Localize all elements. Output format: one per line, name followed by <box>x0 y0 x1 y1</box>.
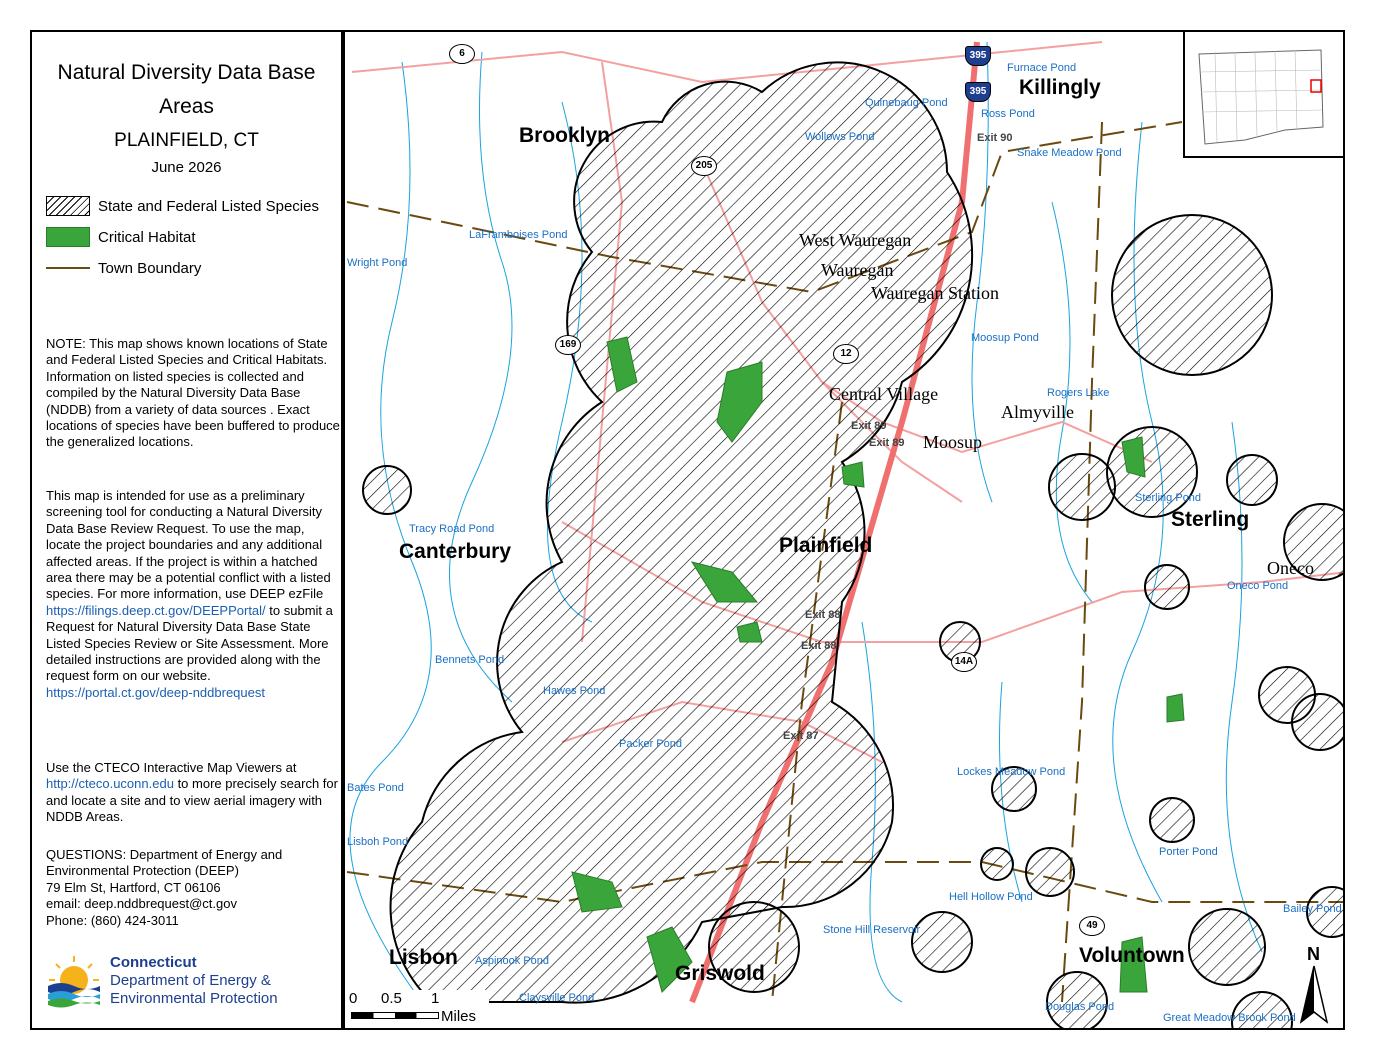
pond-label: Claysville Pond <box>519 992 595 1004</box>
town-label-voluntown: Voluntown <box>1079 944 1185 967</box>
town-label-canterbury: Canterbury <box>399 540 512 563</box>
pond-label: Quinebaug Pond <box>865 97 948 109</box>
pond-label: Lockes Meadow Pond <box>957 766 1066 778</box>
cteco-text-rest: to more precisely search for and locate a site and to view aerial imagery with NDDB Areas. <box>46 776 338 825</box>
legend-label: Critical Habitat <box>98 228 196 246</box>
route-shield: 49 <box>1079 916 1105 936</box>
cteco-note <box>46 760 341 826</box>
route-shield: 205 <box>691 156 717 176</box>
pond-label: Aspinook Pond <box>475 955 549 967</box>
town-label: PLAINFIELD, CT <box>114 130 259 151</box>
pond-label: Wollows Pond <box>805 131 875 143</box>
legend-panel <box>30 30 343 1030</box>
cteco-text: Use the CTECO Interactive Map Viewers at <box>46 760 297 775</box>
connecticut-outline-icon <box>1185 32 1341 154</box>
cteco-link[interactable]: http://cteco.uconn.edu <box>46 776 174 792</box>
north-label: N <box>1307 944 1320 964</box>
map-frame[interactable] <box>343 30 1345 1030</box>
usage-note <box>46 488 341 701</box>
town-label-plainfield: Plainfield <box>779 534 873 557</box>
route-shield: 6 <box>449 44 475 64</box>
logo-line3: Environmental Protection <box>110 990 278 1007</box>
town-boundary-swatch <box>46 267 90 269</box>
village-wauregan-station: Wauregan Station <box>871 283 1000 303</box>
exit-label: Exit 89 <box>869 437 905 449</box>
town-label-killingly: Killingly <box>1019 76 1101 99</box>
town-label-sterling: Sterling <box>1171 508 1250 531</box>
usage-text-rest: to submit a Request for Natural Diversity Data Base State Listed Species Review or Site Assessment. More detailed instructions are provided along with the request form on our website. <box>46 602 333 684</box>
pond-label: Great Meadow Brook Pond <box>1163 1012 1296 1024</box>
town-label-griswold: Griswold <box>675 962 765 985</box>
pond-label: Lisboh Pond <box>347 836 409 848</box>
map-date: June 2026 <box>151 159 222 176</box>
pond-label: Bailey Pond <box>1283 903 1342 915</box>
village-almyville: Almyville <box>1001 402 1074 422</box>
questions-text: QUESTIONS: Department of Energy and Environmental Protection (DEEP) <box>46 847 283 879</box>
nddb-request-link[interactable]: https://portal.ct.gov/deep-nddbrequest <box>46 684 265 700</box>
map-title-line2: Areas <box>159 95 214 118</box>
email-text: email: deep.nddbrequest@ct.gov <box>46 896 237 912</box>
pond-label: Stone Hill Reservoir <box>823 924 921 936</box>
sun-wave-icon <box>44 952 104 1010</box>
pond-label: Hawes Pond <box>543 685 606 697</box>
phone-text: Phone: (860) 424-3011 <box>46 912 179 928</box>
deep-logo <box>44 952 278 1010</box>
usage-text: This map is intended for use as a preliminary screening tool for conducting a Natural Diversity Data Base Review Request. To use the map, locate the project boundaries and any additional affected areas. If the project is within a hatched area there may be a potential conflict with a listed species. For more information, use DEEP ezFile <box>46 488 331 602</box>
pond-label: Wright Pond <box>347 257 408 269</box>
village-moosup: Moosup <box>923 432 983 452</box>
pond-label: Packer Pond <box>619 738 682 750</box>
note-text: NOTE: This map shows known locations of State and Federal Listed Species and Critical Habitats. Information on listed species is collected and compiled by the Natural Diversity Data Base (NDDB) from a variety of data sources . Exact locations of species have been buffered to produce the generalized locations. <box>46 336 340 450</box>
route-shield: 169 <box>555 335 581 355</box>
logo-text <box>110 954 278 1008</box>
scale-label-half: 0.5 <box>381 990 402 1007</box>
pond-label: Furnace Pond <box>1007 62 1077 74</box>
pond-label: Moosup Pond <box>971 332 1039 344</box>
exit-label: Exit 88 <box>801 640 837 652</box>
hatch-swatch <box>46 196 90 216</box>
legend-label: Town Boundary <box>98 259 202 277</box>
pond-label: Bennets Pond <box>435 654 505 666</box>
inset-locator-map <box>1183 32 1343 158</box>
village-oneco: Oneco <box>1267 558 1314 578</box>
pond-label: LaFramboises Pond <box>469 229 568 241</box>
exit-label: Exit 89 <box>851 420 887 432</box>
legend-item-critical-habitat <box>46 225 196 249</box>
north-arrow-icon <box>1299 964 1329 1026</box>
town-label-brooklyn: Brooklyn <box>519 124 611 147</box>
legend-label: State and Federal Listed Species <box>98 197 319 215</box>
exit-label: Exit 87 <box>783 730 819 742</box>
pond-label: Rogers Lake <box>1047 387 1110 399</box>
pond-label: Snake Meadow Pond <box>1017 147 1122 159</box>
village-central-village: Central Village <box>829 384 939 404</box>
village-west-wauregan: West Wauregan <box>799 230 912 250</box>
pond-label: Sterling Pond <box>1135 492 1202 504</box>
scale-label-0: 0 <box>349 990 358 1007</box>
exit-label: Exit 88 <box>805 609 841 621</box>
critical-habitat-swatch <box>46 227 90 247</box>
pond-label: Hell Hollow Pond <box>949 891 1033 903</box>
scale-label-1: 1 <box>431 990 440 1007</box>
interstate-shield: 395 <box>965 46 991 66</box>
deep-portal-link[interactable]: https://filings.deep.ct.gov/DEEPPortal/ <box>46 602 266 618</box>
contact-block <box>46 847 341 929</box>
scale-bar <box>349 990 489 1026</box>
scale-bar-graphic <box>351 1012 439 1019</box>
address-text: 79 Elm St, Hartford, CT 06106 <box>46 879 221 895</box>
town-label-lisbon: Lisbon <box>389 946 458 969</box>
interstate-shield: 395 <box>965 82 991 102</box>
legend-item-town-boundary <box>46 256 201 280</box>
route-shield: 12 <box>833 344 859 364</box>
logo-line1: Connecticut <box>110 954 197 971</box>
legend-item-listed-species <box>46 194 319 218</box>
pond-label: Ross Pond <box>981 108 1035 120</box>
village-wauregan: Wauregan <box>821 260 894 280</box>
map-title-line1: Natural Diversity Data Base <box>57 61 316 84</box>
pond-label: Bates Pond <box>347 782 404 794</box>
pond-label: Tracy Road Pond <box>409 523 495 535</box>
pond-label: Porter Pond <box>1159 846 1218 858</box>
exit-label: Exit 90 <box>977 132 1013 144</box>
pond-label: Oneco Pond <box>1227 580 1289 592</box>
logo-line2: Department of Energy & <box>110 972 271 989</box>
pond-label: Douglas Pond <box>1045 1001 1115 1013</box>
scale-unit: Miles <box>441 1008 477 1025</box>
route-shield: 14A <box>951 652 977 672</box>
